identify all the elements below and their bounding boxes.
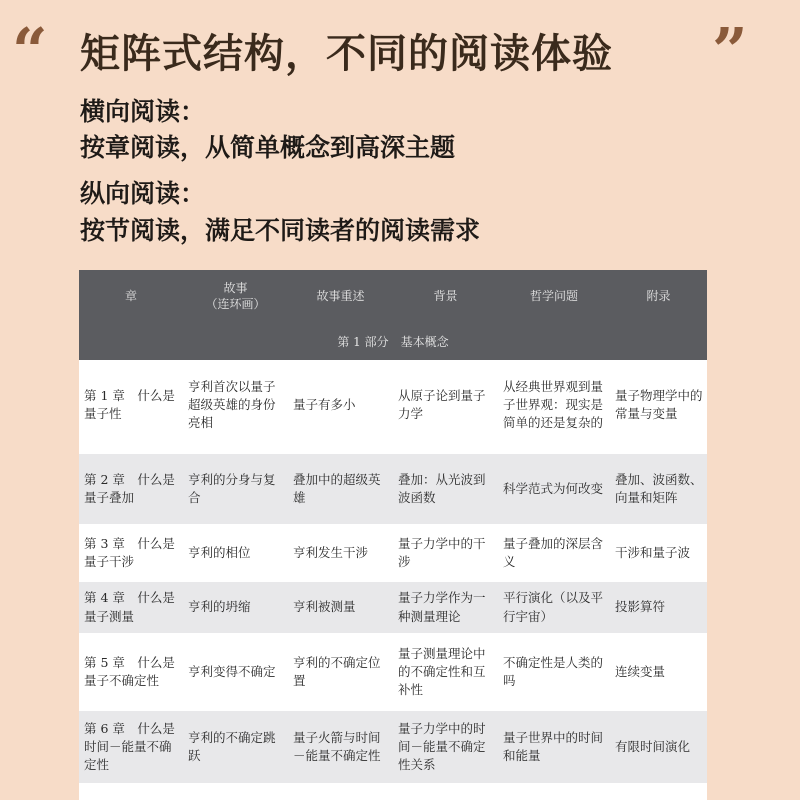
table-cell: 第 3 章 什么是量子干涉 [79, 526, 183, 580]
vertical-reading-text: 按节阅读，满足不同读者的阅读需求 [80, 216, 481, 245]
table-cell: 第 4 章 什么是量子测量 [79, 580, 183, 635]
column-header-story-retold: 故事重述 [288, 270, 393, 322]
table-row [79, 526, 707, 580]
table-cell: 从经典世界观到量子世界观：现实是简单的还是复杂的 [498, 360, 610, 452]
table-cell: 干涉和量子波 [610, 526, 707, 580]
column-header-chapter: 章 [79, 270, 183, 322]
open-quote-mark: “ [12, 14, 48, 87]
column-header-appendix: 附录 [610, 270, 707, 322]
table-row [79, 452, 707, 526]
table-cell: 亨利的不确定跳跃 [183, 709, 288, 785]
table-cell: 亨利的坍缩 [183, 580, 288, 635]
table-cell: 量子物理学中的常量与变量 [610, 360, 707, 452]
table-cell: 有限时间演化 [610, 709, 707, 785]
table-cell: 量子力学作为一种测量理论 [393, 580, 498, 635]
horizontal-reading-text: 按章阅读，从简单概念到高深主题 [80, 133, 456, 162]
table-cell: 科学范式为何改变 [498, 452, 610, 526]
table-row [79, 635, 707, 709]
table-cell: 从原子论到量子力学 [393, 360, 498, 452]
table-cell: 量子世界中的时间和能量 [498, 709, 610, 785]
table-cell: 量子测量理论中的不确定性和互补性 [393, 635, 498, 709]
table-cell: 不确定性是人类的吗 [498, 635, 610, 709]
table-cell: 亨利的相位 [183, 526, 288, 580]
table-cell: 亨利的不确定位置 [288, 635, 393, 709]
horizontal-reading-label: 横向阅读： [80, 97, 206, 126]
table-cell: 第 5 章 什么是量子不确定性 [79, 635, 183, 709]
table-cell: 投影算符 [610, 580, 707, 635]
column-header-story [183, 270, 288, 322]
table-row [79, 580, 707, 635]
part-title: 第 1 部分 基本概念 [79, 322, 707, 360]
column-header-story-text: 故事 （连环画） [205, 280, 266, 311]
table-cell: 亨利首次以量子超级英雄的身份亮相 [183, 360, 288, 452]
table-cell: 叠加：从光波到波函数 [393, 452, 498, 526]
table-cell: 平行演化（以及平行宇宙） [498, 580, 610, 635]
table-cell: 量子力学中的干涉 [393, 526, 498, 580]
table-cell: 叠加中的超级英雄 [288, 452, 393, 526]
close-quote-mark: ” [712, 14, 748, 87]
vertical-reading-label: 纵向阅读： [80, 179, 206, 208]
table-cell: 连续变量 [610, 635, 707, 709]
table-cell: 第 2 章 什么是量子叠加 [79, 452, 183, 526]
headline [0, 14, 800, 87]
table-cell: 量子力学中的时间－能量不确定性关系 [393, 709, 498, 785]
contents-matrix-table [79, 270, 707, 800]
table-cell: 第 1 章 什么是量子性 [79, 360, 183, 452]
table-cell: 亨利变得不确定 [183, 635, 288, 709]
part-title-row [79, 322, 707, 360]
table-cell: 叠加、波函数、向量和矩阵 [610, 452, 707, 526]
column-header-background: 背景 [393, 270, 498, 322]
table-cell: 亨利被测量 [288, 580, 393, 635]
table-cell: 量子火箭与时间－能量不确定性 [288, 709, 393, 785]
table-row [79, 709, 707, 785]
page-title: 矩阵式结构，不同的阅读体验 [80, 31, 613, 77]
table-cell: 第 6 章 什么是时间－能量不确定性 [79, 709, 183, 785]
table-row [79, 360, 707, 452]
table-cell: 亨利发生干涉 [288, 526, 393, 580]
table-header-row [79, 270, 707, 322]
table-cell: 量子叠加的深层含义 [498, 526, 610, 580]
table-cell: 亨利的分身与复合 [183, 452, 288, 526]
table-cell: 量子有多小 [288, 360, 393, 452]
column-header-philosophy: 哲学问题 [498, 270, 610, 322]
